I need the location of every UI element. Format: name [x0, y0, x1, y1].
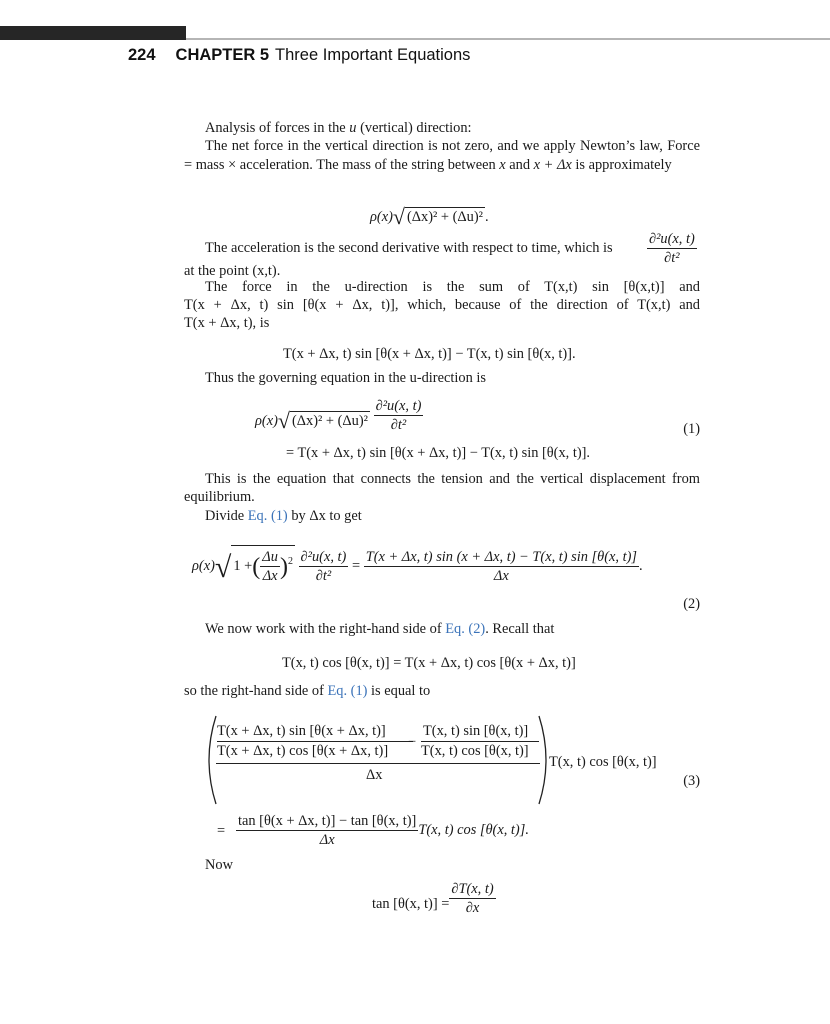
equation-3-f1-num: T(x + Δx, t) sin [θ(x + Δx, t)] — [217, 723, 386, 739]
equation-recall: T(x, t) cos [θ(x, t)] = T(x + Δx, t) cos [θ(x + Δx, t)] — [282, 655, 576, 671]
equation-1-label: (1) — [683, 421, 700, 437]
so-text: so the right-hand side of Eq. (1) is equal to — [184, 683, 431, 699]
equation-3-label: (3) — [683, 773, 700, 789]
page-number: 224 — [128, 46, 156, 64]
force-line-1: The force in the u-direction is the sum of T(x,t) sin [θ(x,t)] and — [205, 279, 700, 295]
equation-3-outer-bar — [216, 763, 540, 764]
equation-3-outer-den: Δx — [366, 767, 383, 783]
eq2-link[interactable]: Eq. (2) — [445, 621, 486, 637]
at-point-text: at the point (x,t). — [184, 263, 281, 279]
eq1-link[interactable]: Eq. (1) — [247, 508, 288, 524]
work-text: We now work with the right-hand side of Eq. (2). Recall that — [205, 621, 555, 637]
thus-text: Thus the governing equation in the u-direction is — [205, 370, 486, 386]
equation-1-lhs: ρ(x)√ (Δx)² + (Δu)² $\frac{\text{∂²u(x, t)}}{\text{∂t²}}$ — [255, 398, 422, 433]
equation-1-rhs: = T(x + Δx, t) sin [θ(x + Δx, t)] − T(x, t) sin [θ(x, t)]. — [286, 445, 591, 461]
intro-line: Analysis of forces in the u (vertical) direction: — [205, 120, 472, 136]
equation-mass: ρ(x)√ (Δx)² + (Δu)² . — [370, 204, 489, 229]
equation-2-label: (2) — [683, 596, 700, 612]
now-text: Now — [205, 857, 233, 873]
eq1-link-2[interactable]: Eq. (1) — [327, 683, 368, 699]
equation-3-eq: = — [217, 823, 226, 839]
force-line-2: T(x + Δx, t) sin [θ(x + Δx, t)], which, because of the direction of T(x,t) and — [184, 297, 700, 313]
chapter-label: CHAPTER 5 — [175, 46, 270, 64]
force-line-3: T(x + Δx, t), is — [184, 315, 270, 331]
equation-3-tan: $\frac{\tan [\theta(x + \Delta x, t)] - \tan [\theta(x, t)]}{\Delta x}$ T(x, t) cos [θ(x, t)]. — [238, 813, 529, 848]
header-bar — [0, 26, 186, 40]
header-rule — [186, 38, 830, 40]
divide-text: Divide Eq. (1) by Δx to get — [205, 508, 362, 524]
equation-3-minus: − — [408, 734, 417, 750]
acceleration-text: The acceleration is the second derivative with respect to time, which is — [205, 240, 613, 256]
paragraph-forces — [184, 119, 700, 174]
newton-text: The net force in the vertical direction is not zero, and we apply Newton’s law, Force = mass × acceleration. The mass of the string between x and x + Δx is approximately — [184, 138, 700, 173]
equation-2: ρ(x)√ 1 +( $\frac{\Delta u}{\Delta x}$ )$^2$ $\frac{\text{∂²u(x, t)}}{\text{∂t²}}$ = $\frac{T(x + \Delta x, t) \sin (x + \Delta x, t) - T(x, t) \sin [\theta(x, t)]}{\Delta x}$ . — [192, 545, 643, 585]
running-header — [128, 46, 470, 65]
equation-tan: tan [θ(x, t)] = $\frac{\partial T(x, t)}{\partial x}$ — [372, 881, 494, 916]
connect-text: This is the equation that connects the tension and the vertical displacement from equilibrium. — [184, 471, 700, 506]
equation-3-f2-den: T(x, t) cos [θ(x, t)] — [421, 743, 529, 759]
equation-3-mult: T(x, t) cos [θ(x, t)] — [549, 754, 657, 770]
equation-3-f1-den: T(x + Δx, t) cos [θ(x + Δx, t)] — [217, 743, 389, 759]
chapter-title: Three Important Equations — [275, 46, 471, 64]
equation-3-f2-num: T(x, t) sin [θ(x, t)] — [423, 723, 529, 739]
equation-force: T(x + Δx, t) sin [θ(x + Δx, t)] − T(x, t) sin [θ(x, t)]. — [283, 346, 576, 362]
acceleration-fraction: $\frac{\text{∂²u(x, t)}}{\text{∂t²}}$ — [649, 231, 695, 266]
